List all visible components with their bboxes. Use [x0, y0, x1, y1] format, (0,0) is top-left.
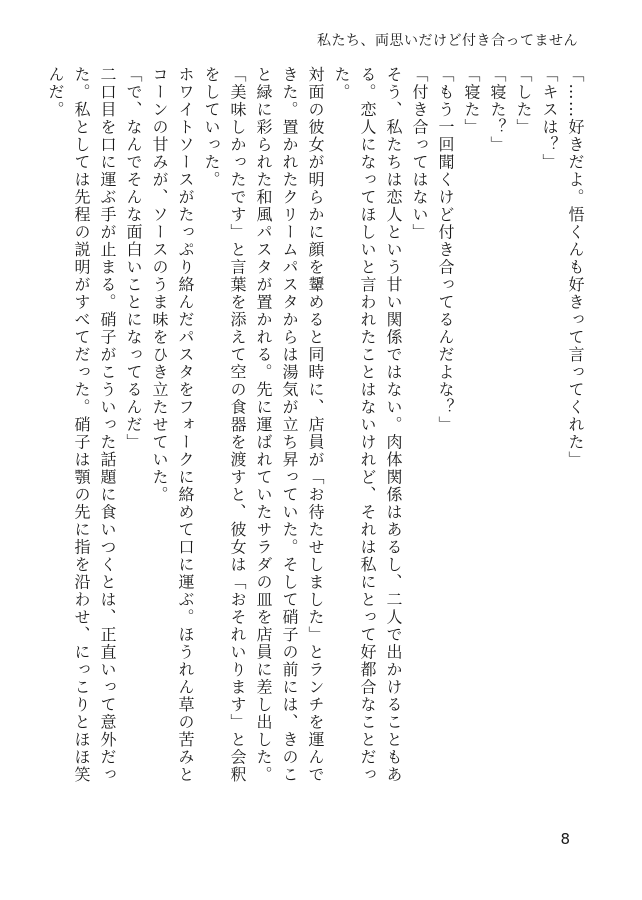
dialogue-line: 「……好きだよ。悟くんも好きって言ってくれた」 [566, 66, 585, 469]
dialogue-line: 「キスは？」 [540, 66, 559, 171]
dialogue-line: 「もう一回聞くけど付き合ってるんだよな？」 [436, 66, 455, 434]
dialogue-line: 「寝た」 [462, 66, 481, 136]
narrative-paragraph: そう、私たちは恋人という甘い関係ではない。肉体関係はあるし、二人で出かけることもある。恋人になってほしいと言われたことはないけれど、それは私にとって好都合なことだった。 [332, 66, 403, 784]
narrative-paragraph: 対面の彼女が明らかに顔を顰めると同時に、店員が「お待たせしました」とランチを運んできた。置かれたクリームパスタからは湯気が立ち昇っていた。そして硝子の前には、きのこと緑に彩られた和風パスタが置かれる。先に運ばれていたサラダの皿を店員に差し出した。「美味しかったです」と言葉を添えて空の食器を渡すと、彼女は「おそれいります」と会釈をしていった。 [202, 66, 325, 784]
running-header: 私たち、両思いだけど付き合ってません [317, 33, 578, 49]
dialogue-line: 「付き合ってはない」 [410, 66, 429, 241]
dialogue-line: 「寝た？」 [488, 66, 507, 154]
page-number: 8 [560, 830, 570, 848]
body-text [46, 66, 588, 786]
narrative-paragraph: ホワイトソースがたっぷり絡んだパスタをフォークに絡めて口に運ぶ。ほうれん草の苦みとコーンの甘みが、ソースのうま味をひき立たせていた。 [150, 66, 195, 784]
narrative-paragraph: 二口目を口に運ぶ手が止まる。硝子がこういった話題に食いつくとは、正直いって意外だった。私としては先程の説明がすべてだった。硝子は顎の先に指を沿わせ、にっこりとほほ笑んだ。 [46, 66, 117, 784]
dialogue-line: 「で、なんでそんな面白いことになってるんだ」 [124, 66, 143, 451]
dialogue-line: 「した」 [514, 66, 533, 136]
